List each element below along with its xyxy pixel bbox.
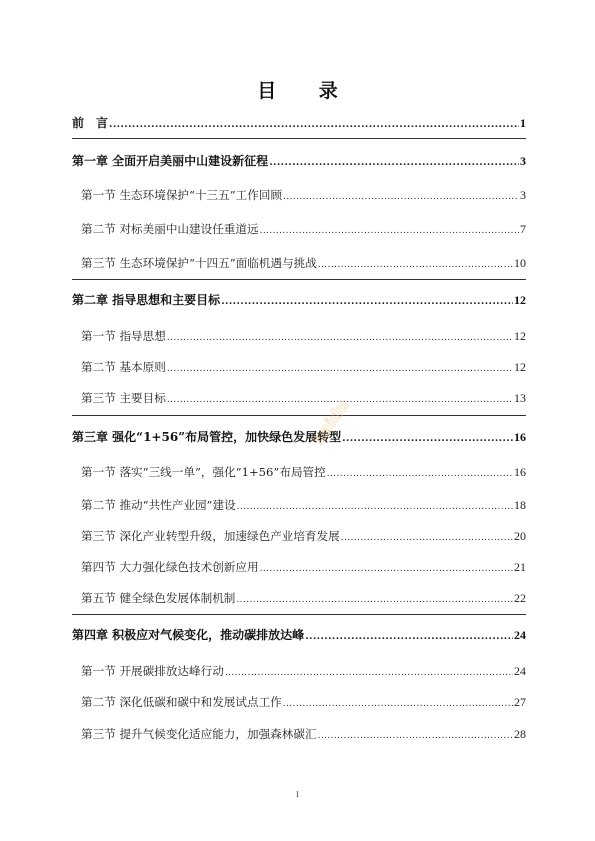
toc-entry-chapter-4[interactable] bbox=[72, 626, 526, 643]
dot-leader bbox=[225, 669, 513, 678]
toc-entry-chapter-2[interactable] bbox=[72, 291, 526, 308]
dot-leader bbox=[327, 470, 513, 479]
toc-entry-page: 16 bbox=[514, 465, 526, 479]
toc-entry-page: 7 bbox=[520, 222, 526, 236]
toc-entry-page: 3 bbox=[520, 154, 526, 168]
dot-leader bbox=[283, 700, 513, 709]
dot-leader bbox=[109, 121, 519, 130]
toc-entry-section[interactable] bbox=[81, 559, 526, 575]
toc-entry-page: 12 bbox=[514, 329, 526, 343]
dot-leader bbox=[221, 298, 513, 307]
toc-entry-page: 27 bbox=[514, 695, 526, 709]
dot-leader bbox=[283, 193, 519, 202]
dot-leader bbox=[318, 732, 513, 741]
toc-entry-section[interactable] bbox=[81, 497, 526, 513]
toc-entry-page: 20 bbox=[514, 529, 526, 543]
toc-entry-section[interactable] bbox=[81, 187, 526, 203]
dot-leader bbox=[269, 159, 519, 168]
watermark-text: baidu bbox=[308, 396, 353, 449]
toc-entry-section[interactable] bbox=[81, 663, 526, 679]
toc-entry-page: 13 bbox=[514, 391, 526, 405]
toc-entry-label: 第三节 提升气候变化适应能力，加强森林碳汇 bbox=[81, 727, 317, 741]
toc-entry-section[interactable] bbox=[81, 359, 526, 375]
toc-entry-section[interactable] bbox=[81, 221, 526, 237]
dot-leader bbox=[305, 633, 513, 642]
toc-entry-section[interactable] bbox=[81, 255, 526, 271]
toc-entry-section[interactable] bbox=[81, 328, 526, 344]
toc-entry-label: 第一节 开展碳排放达峰行动 bbox=[81, 664, 224, 678]
toc-entry-label: 前 言 bbox=[72, 116, 109, 130]
toc-entry-page: 24 bbox=[514, 628, 526, 642]
toc-entry-section[interactable] bbox=[81, 528, 526, 544]
dot-leader bbox=[260, 227, 519, 236]
toc-entry-label: 第二节 深化低碳和碳中和发展试点工作 bbox=[81, 695, 282, 709]
toc-entry-label: 第一章 全面开启美丽中山建设新征程 bbox=[72, 154, 269, 168]
toc-entry-label: 第一节 指导思想 bbox=[81, 329, 166, 343]
toc-entry-label: 第二章 指导思想和主要目标 bbox=[72, 293, 221, 307]
page-number-footer: I bbox=[296, 790, 299, 799]
dot-leader bbox=[167, 334, 513, 343]
toc-entry-page: 22 bbox=[514, 591, 526, 605]
toc-entry-section[interactable] bbox=[81, 694, 526, 710]
toc-entry-page: 10 bbox=[514, 256, 526, 270]
toc-entry-label: 第一节 生态环境保护“十三五”工作回顾 bbox=[81, 188, 283, 202]
toc-entry-page: 3 bbox=[520, 188, 526, 202]
toc-entry-page: 12 bbox=[514, 360, 526, 374]
divider bbox=[72, 279, 526, 280]
toc-entry-preface[interactable] bbox=[72, 114, 526, 131]
toc-entry-label: 第三节 深化产业转型升级，加速绿色产业培育发展 bbox=[81, 529, 340, 543]
dot-leader bbox=[341, 534, 513, 543]
page-title: 目 录 bbox=[257, 80, 356, 102]
dot-leader bbox=[260, 565, 513, 574]
toc-entry-page: 28 bbox=[514, 727, 526, 741]
toc-entry-page: 24 bbox=[514, 664, 526, 678]
toc-entry-section[interactable] bbox=[81, 726, 526, 742]
toc-entry-label: 第四章 积极应对气候变化，推动碳排放达峰 bbox=[72, 628, 305, 642]
toc-entry-label: 第四节 大力强化绿色技术创新应用 bbox=[81, 560, 259, 574]
divider bbox=[72, 614, 526, 615]
toc-entry-label: 第二节 推动“共性产业园”建设 bbox=[81, 498, 236, 512]
toc-entry-label: 第五节 健全绿色发展体制机制 bbox=[81, 591, 236, 605]
toc-entry-page: 1 bbox=[520, 116, 526, 130]
dot-leader bbox=[167, 365, 513, 374]
toc-entry-label: 第三节 主要目标 bbox=[81, 391, 166, 405]
dot-leader bbox=[236, 596, 513, 605]
divider bbox=[72, 138, 526, 139]
toc-entry-section[interactable] bbox=[81, 390, 526, 406]
toc-entry-chapter-1[interactable] bbox=[72, 152, 526, 169]
toc-entry-page: 18 bbox=[514, 498, 526, 512]
toc-entry-page: 21 bbox=[514, 560, 526, 574]
dot-leader bbox=[237, 503, 513, 512]
toc-entry-section[interactable] bbox=[81, 590, 526, 606]
toc-entry-page: 12 bbox=[514, 293, 526, 307]
toc-entry-section[interactable] bbox=[81, 464, 526, 480]
toc-entry-label: 第二节 基本原则 bbox=[81, 360, 166, 374]
toc-entry-label: 第三章 强化“1+56”布局管控，加快绿色发展转型 bbox=[72, 430, 342, 444]
toc-entry-label: 第一节 落实“三线一单”，强化“1+56”布局管控 bbox=[81, 465, 326, 479]
dot-leader bbox=[342, 435, 513, 444]
toc-entry-label: 第二节 对标美丽中山建设任重道远 bbox=[81, 222, 259, 236]
dot-leader bbox=[318, 261, 513, 270]
toc-entry-page: 16 bbox=[514, 430, 526, 444]
toc-entry-label: 第三节 生态环境保护“十四五”面临机遇与挑战 bbox=[81, 256, 317, 270]
